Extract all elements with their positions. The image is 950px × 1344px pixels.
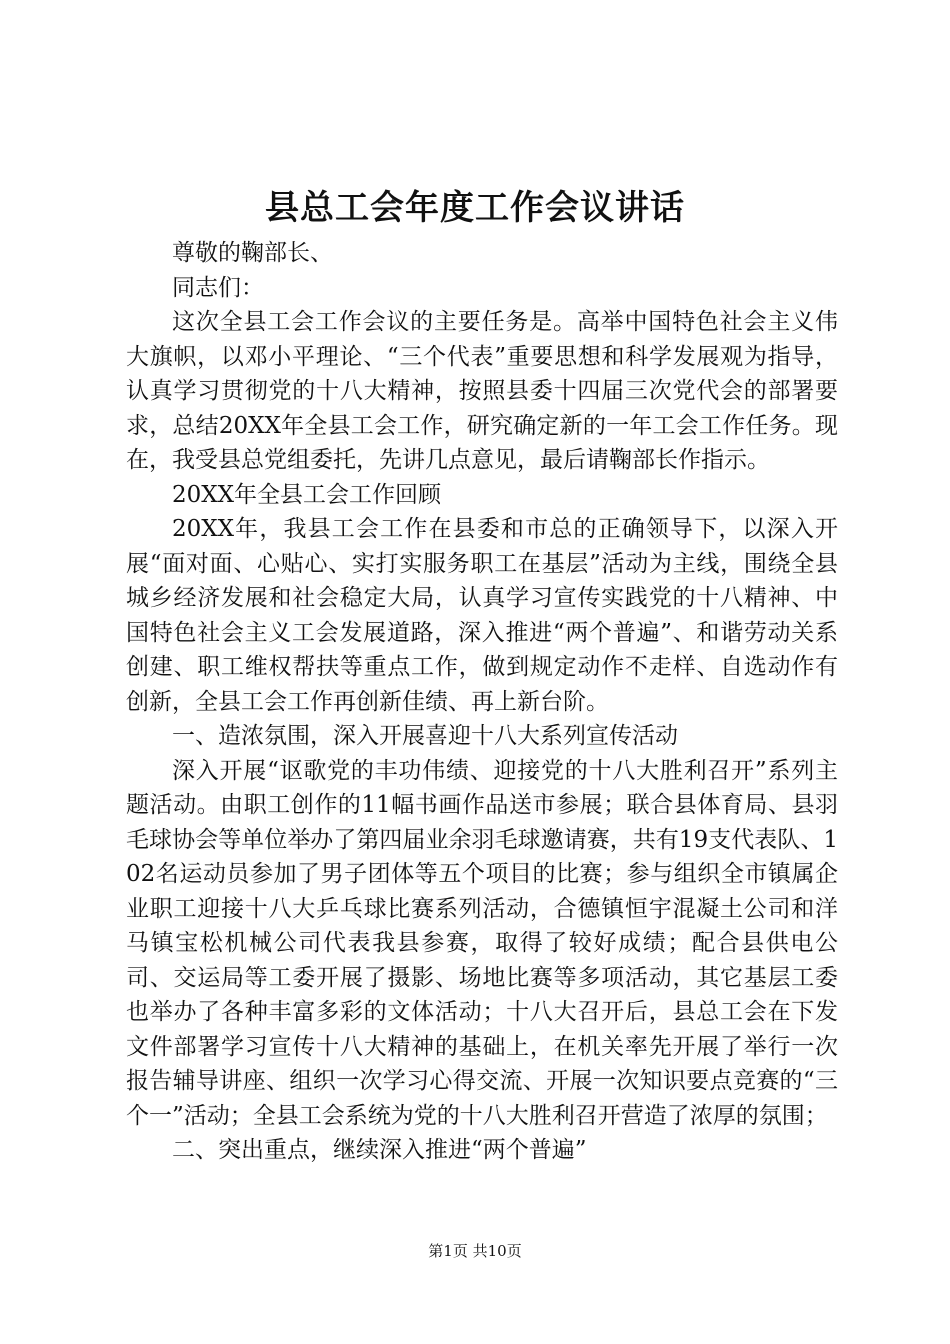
body-paragraph: 20XX年，我县工会工作在县委和市总的正确领导下，以深入开展“面对面、心贴心、实打实服务职工在基层”活动为主线，围绕全县城乡经济发展和社会稳定大局，认真学习宣传实践党的十八精神、中国特色社会主义工会发展道路，深入推进“两个普遍”、和谐劳动关系创建、职工维权帮扶等重点工作，做到规定动作不走样、自选动作有创新，全县工会工作再创新佳绩、再上新台阶。	[126, 516, 838, 715]
body-paragraph: 这次全县工会工作会议的主要任务是。高举中国特色社会主义伟大旗帜，以邓小平理论、“三个代表”重要思想和科学发展观为指导，认真学习贯彻党的十八大精神，按照县委十四届三次党代会的部署要求，总结20XX年全县工会工作，研究确定新的一年工会工作任务。现在，我受县总党组委托，先讲几点意见，最后请鞠部长作指示。	[126, 309, 838, 473]
salutation-line: 尊敬的鞠部长、	[172, 240, 333, 266]
section-heading: 一、造浓氛围，深入开展喜迎十八大系列宣传活动	[172, 723, 678, 749]
salutation-line: 同志们：	[172, 274, 264, 301]
document-body	[126, 236, 838, 1168]
document-title: 县总工会年度工作会议讲话	[265, 188, 685, 228]
section-heading: 20XX年全县工会工作回顾	[172, 481, 442, 508]
page-footer: 第1页 共10页	[428, 1242, 522, 1260]
section-heading: 二、突出重点，继续深入推进“两个普遍”	[172, 1137, 587, 1163]
body-paragraph: 深入开展“讴歌党的丰功伟绩、迎接党的十八大胜利召开”系列主题活动。由职工创作的11幅书画作品送市参展；联合县体育局、县羽毛球协会等单位举办了第四届业余羽毛球邀请赛，共有19支代表队、102名运动员参加了男子团体等五个项目的比赛；参与组织全市镇属企业职工迎接十八大乒乓球比赛系列活动，合德镇恒宇混凝土公司和洋马镇宝松机械公司代表我县参赛，取得了较好成绩；配合县供电公司、交运局等工委开展了摄影、场地比赛等多项活动，其它基层工委也举办了各种丰富多彩的文体活动；十八大召开后，县总工会在下发文件部署学习宣传十八大精神的基础上，在机关率先开展了举行一次报告辅导讲座、组织一次学习心得交流、开展一次知识要点竞赛的“三个一”活动；全县工会系统为党的十八大胜利召开营造了浓厚的氛围；	[126, 757, 838, 1129]
